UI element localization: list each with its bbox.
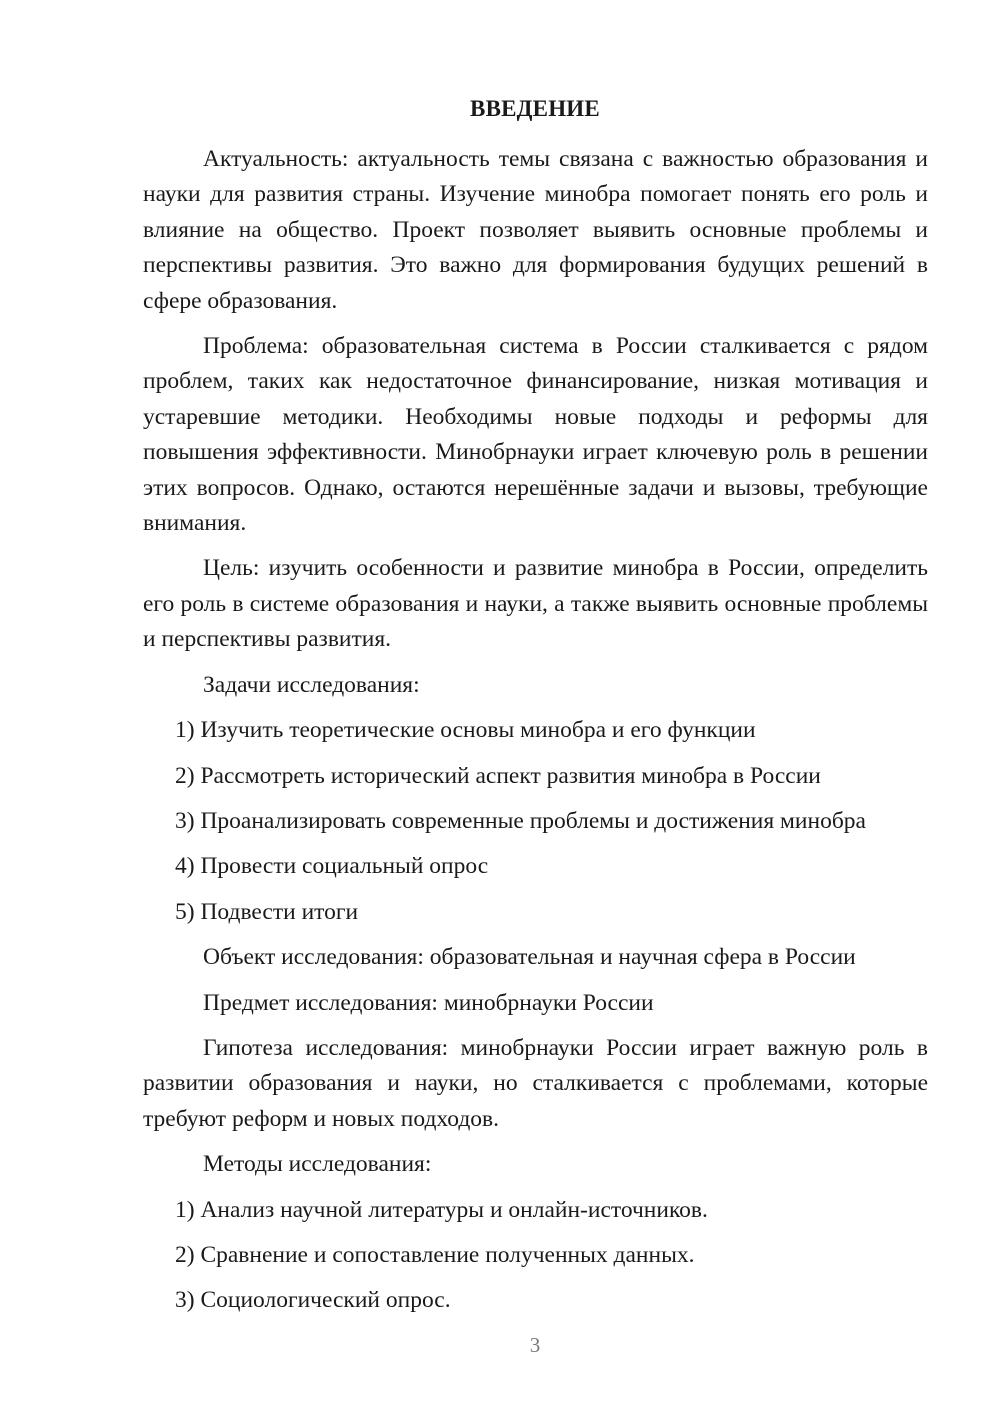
page-number: 3 (529, 1333, 541, 1357)
task-item: 3) Проанализировать современные проблемы и достижения минобра (175, 807, 866, 834)
goal-paragraph: Цель: изучить особенности и развитие минобра в России, определить его роль в системе образования и науки, а также выявить основные проблемы и перспективы развития. (143, 555, 928, 653)
task-item: 2) Рассмотреть исторический аспект развития минобра в России (175, 762, 821, 789)
research-subject: Предмет исследования: минобрнауки России (203, 989, 654, 1016)
problem-paragraph: Проблема: образовательная система в России сталкивается с рядом проблем, таких как недостаточное финансирование, низкая мотивация и устаревшие методики. Необходимы новые подходы и реформы для повышения эффективности. Минобрнауки играет ключевую роль в решении этих вопросов. Однако, остаются нерешённые задачи и вызовы, требующие внимания. (143, 333, 928, 537)
research-object: Объект исследования: образовательная и научная сфера в России (203, 944, 856, 971)
task-item: 5) Подвести итоги (175, 898, 359, 925)
hypothesis-paragraph: Гипотеза исследования: минобрнауки России играет важную роль в развитии образования и науки, но сталкивается с проблемами, которые требуют реформ и новых подходов. (143, 1034, 928, 1132)
relevance-paragraph: Актуальность: актуальность темы связана с важностью образования и науки для развития страны. Изучение минобра помогает понять его роль и влияние на общество. Проект позволяет выявить основные проблемы и перспективы развития. Это важно для формирования будущих решений в сфере образования. (143, 146, 928, 314)
task-item: 1) Изучить теоретические основы минобра и его функции (175, 717, 756, 744)
method-item: 3) Социологический опрос. (175, 1287, 451, 1314)
method-item: 2) Сравнение и сопоставление полученных данных. (175, 1241, 695, 1268)
tasks-heading: Задачи исследования: (203, 671, 420, 698)
page-content (143, 142, 928, 1329)
method-item: 1) Анализ научной литературы и онлайн-источников. (175, 1196, 708, 1223)
task-item: 4) Провести социальный опрос (175, 853, 489, 880)
page-title: ВВЕДЕНИЕ (470, 96, 600, 121)
methods-heading: Методы исследования: (203, 1151, 432, 1178)
